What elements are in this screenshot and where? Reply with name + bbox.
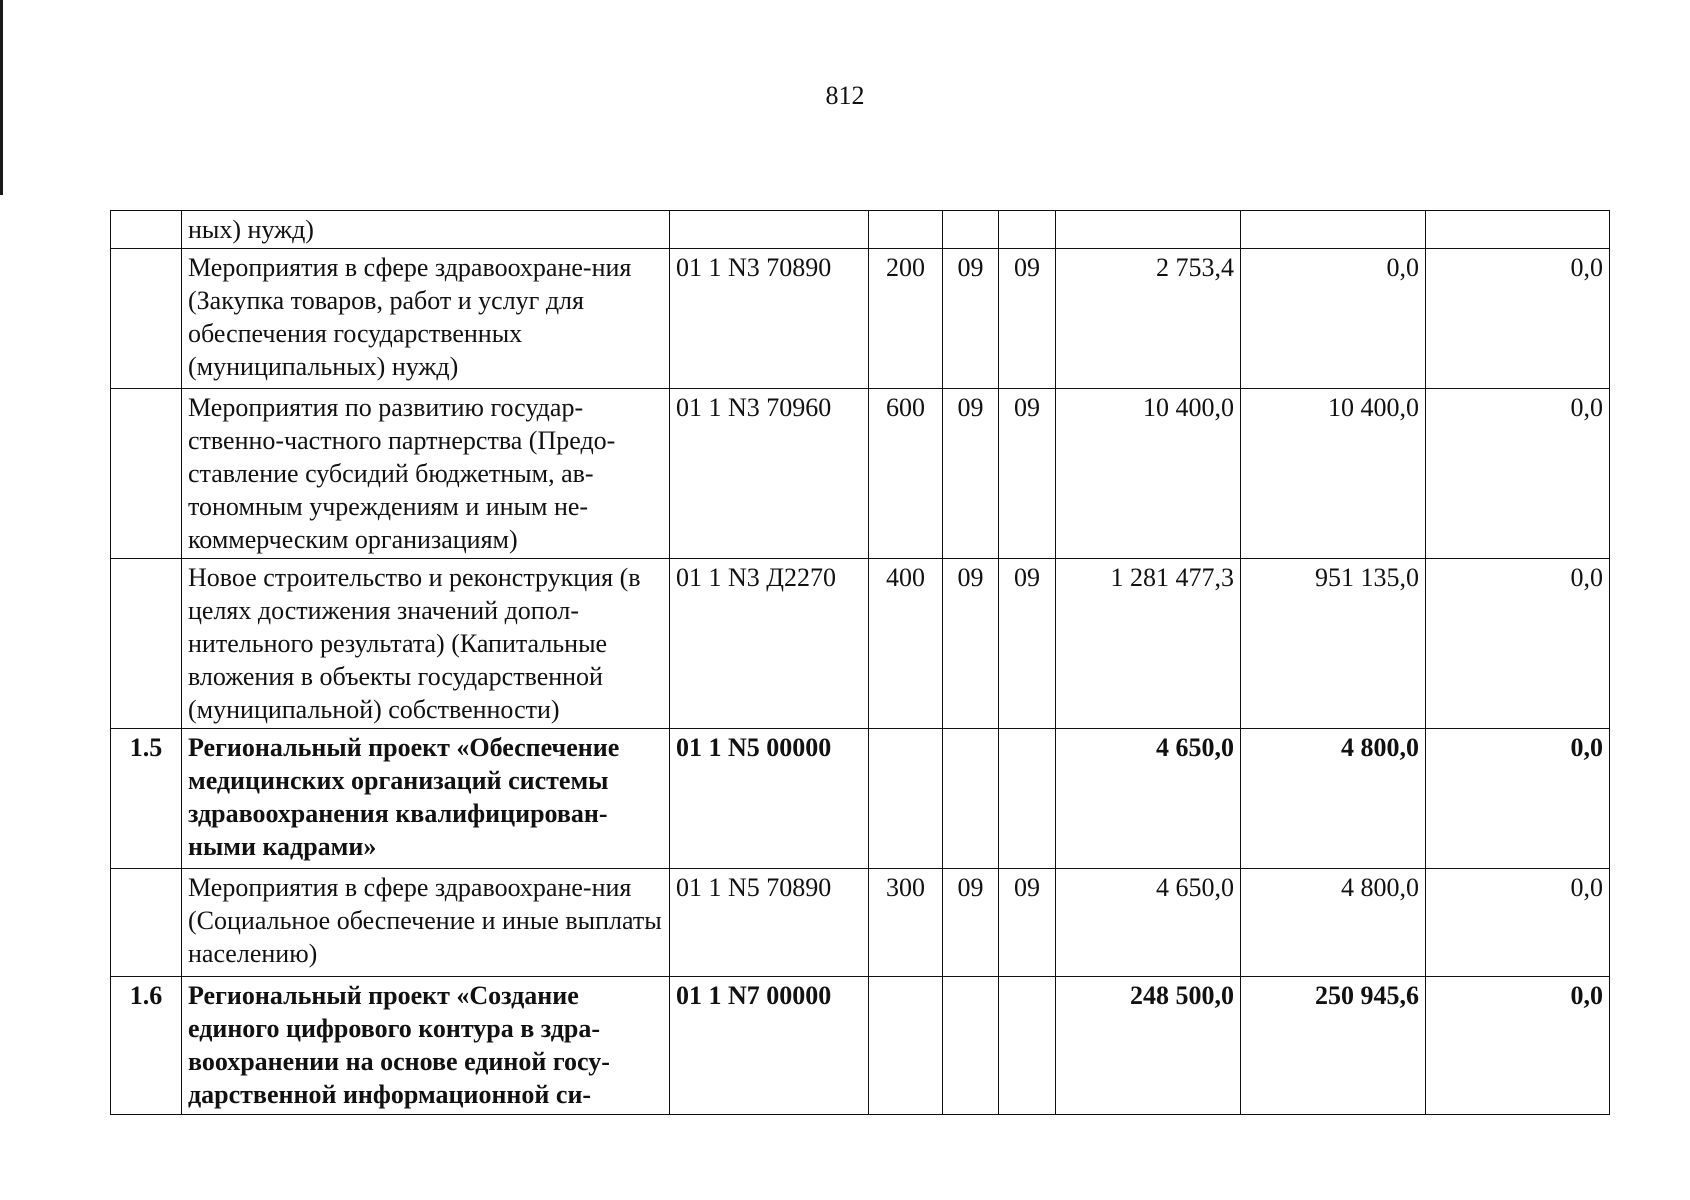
amount-year2-cell: 250 945,6 [1241,977,1426,1115]
table-row [111,249,1610,389]
subsection-cell: 09 [999,389,1056,559]
amount-year2-cell: 10 400,0 [1241,389,1426,559]
amount-year1-cell: 4 650,0 [1056,729,1241,869]
target-code-cell [670,211,869,249]
target-code-cell: 01 1 N7 00000 [670,977,869,1115]
row-number-cell: 1.5 [111,729,182,869]
amount-year2-cell: 4 800,0 [1241,869,1426,977]
amount-year3-cell: 0,0 [1426,869,1610,977]
expense-type-cell [869,211,943,249]
amount-year3-cell: 0,0 [1426,559,1610,729]
target-code-cell: 01 1 N5 00000 [670,729,869,869]
section-cell: 09 [943,389,999,559]
expense-type-cell [869,729,943,869]
table-row [111,869,1610,977]
row-name-cell: ных) нужд) [182,211,670,249]
expense-type-cell [869,977,943,1115]
row-name-cell: Мероприятия в сфере здравоохране-ния (Закупка товаров, работ и услуг для обеспечения государственных (муниципальных) нужд) [182,249,670,389]
amount-year1-cell: 2 753,4 [1056,249,1241,389]
budget-table [110,210,1610,1115]
row-number-cell [111,869,182,977]
target-code-cell: 01 1 N3 70890 [670,249,869,389]
subsection-cell [999,977,1056,1115]
target-code-cell: 01 1 N3 Д2270 [670,559,869,729]
page-number: 812 [825,81,865,110]
amount-year2-cell [1241,211,1426,249]
amount-year3-cell [1426,211,1610,249]
expense-type-cell: 400 [869,559,943,729]
row-name-cell: Мероприятия в сфере здравоохране-ния (Социальное обеспечение и иные выплаты населению) [182,869,670,977]
section-cell [943,729,999,869]
amount-year3-cell: 0,0 [1426,729,1610,869]
subsection-cell: 09 [999,869,1056,977]
table-row-project [111,977,1610,1115]
amount-year1-cell: 4 650,0 [1056,869,1241,977]
row-number-cell [111,389,182,559]
table-row [111,211,1610,249]
amount-year1-cell: 10 400,0 [1056,389,1241,559]
section-cell: 09 [943,559,999,729]
amount-year2-cell: 951 135,0 [1241,559,1426,729]
subsection-cell [999,211,1056,249]
table-row [111,559,1610,729]
expense-type-cell: 600 [869,389,943,559]
table-row-project [111,729,1610,869]
subsection-cell: 09 [999,249,1056,389]
amount-year3-cell: 0,0 [1426,977,1610,1115]
subsection-cell [999,729,1056,869]
amount-year1-cell [1056,211,1241,249]
row-name-cell: Региональный проект «Создание единого цифрового контура в здра-воохранении на основе единой госу-дарственной информационной си- [182,977,670,1115]
row-number-cell [111,211,182,249]
subsection-cell: 09 [999,559,1056,729]
amount-year3-cell: 0,0 [1426,249,1610,389]
expense-type-cell: 300 [869,869,943,977]
budget-table-body [111,211,1610,1115]
amount-year2-cell: 0,0 [1241,249,1426,389]
amount-year2-cell: 4 800,0 [1241,729,1426,869]
row-name-cell: Мероприятия по развитию государ-ственно-частного партнерства (Предо-ставление субсидий бюджетным, ав-тономным учреждениям и иным не-коммерческим организациям) [182,389,670,559]
amount-year1-cell: 1 281 477,3 [1056,559,1241,729]
row-number-cell: 1.6 [111,977,182,1115]
target-code-cell: 01 1 N5 70890 [670,869,869,977]
section-cell [943,977,999,1115]
section-cell: 09 [943,249,999,389]
row-number-cell [111,249,182,389]
amount-year3-cell: 0,0 [1426,389,1610,559]
row-name-cell: Региональный проект «Обеспечение медицинских организаций системы здравоохранения квалифицирован-ными кадрами» [182,729,670,869]
row-name-cell: Новое строительство и реконструкция (в целях достижения значений допол-нительного результата) (Капитальные вложения в объекты государственной (муниципальной) собственности) [182,559,670,729]
expense-type-cell: 200 [869,249,943,389]
target-code-cell: 01 1 N3 70960 [670,389,869,559]
table-row [111,389,1610,559]
section-cell [943,211,999,249]
section-cell: 09 [943,869,999,977]
amount-year1-cell: 248 500,0 [1056,977,1241,1115]
row-number-cell [111,559,182,729]
